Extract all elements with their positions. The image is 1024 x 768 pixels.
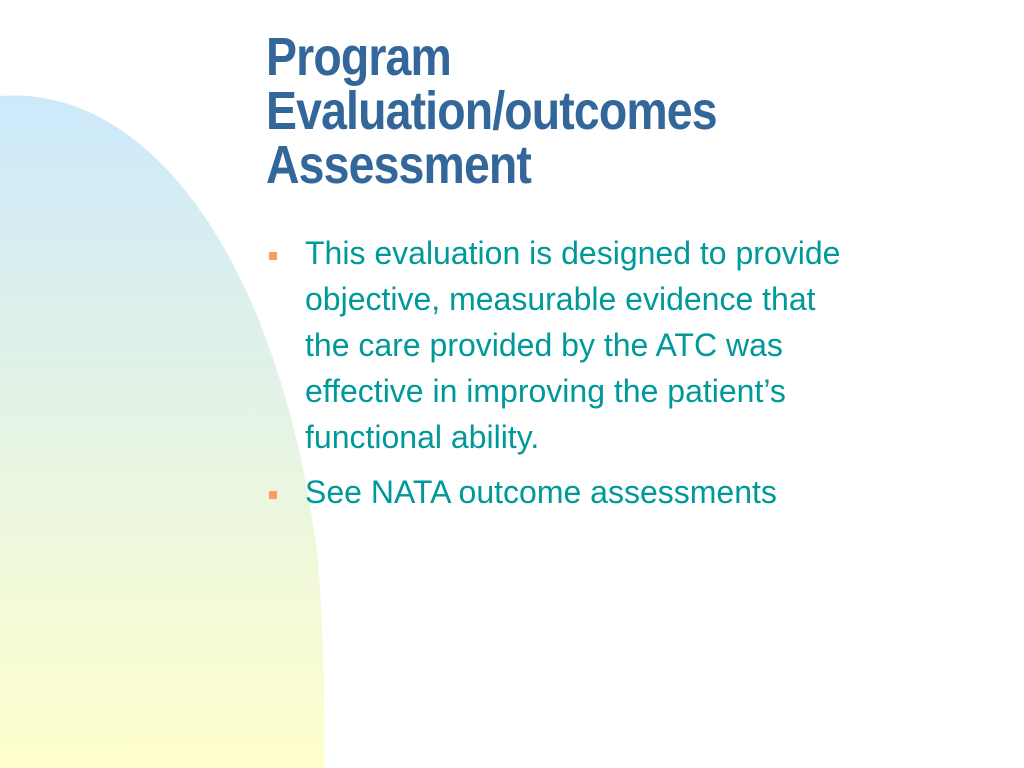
slide-title xyxy=(266,27,902,195)
title-line-3: Assessment xyxy=(266,135,532,195)
bullet-item xyxy=(266,230,986,460)
bullet-text: This evaluation is designed to provide objective, measurable evidence that the care provided by the ATC was effective in improving the patient’s functional ability. xyxy=(305,235,841,455)
bullet-text: See NATA outcome assessments xyxy=(305,474,777,510)
title-line-2: Evaluation/outcomes xyxy=(266,81,717,141)
square-bullet-icon xyxy=(269,491,277,499)
title-line-1: Program xyxy=(266,27,451,87)
bullet-item xyxy=(266,469,986,515)
bullet-list xyxy=(266,230,986,524)
square-bullet-icon xyxy=(269,252,277,260)
